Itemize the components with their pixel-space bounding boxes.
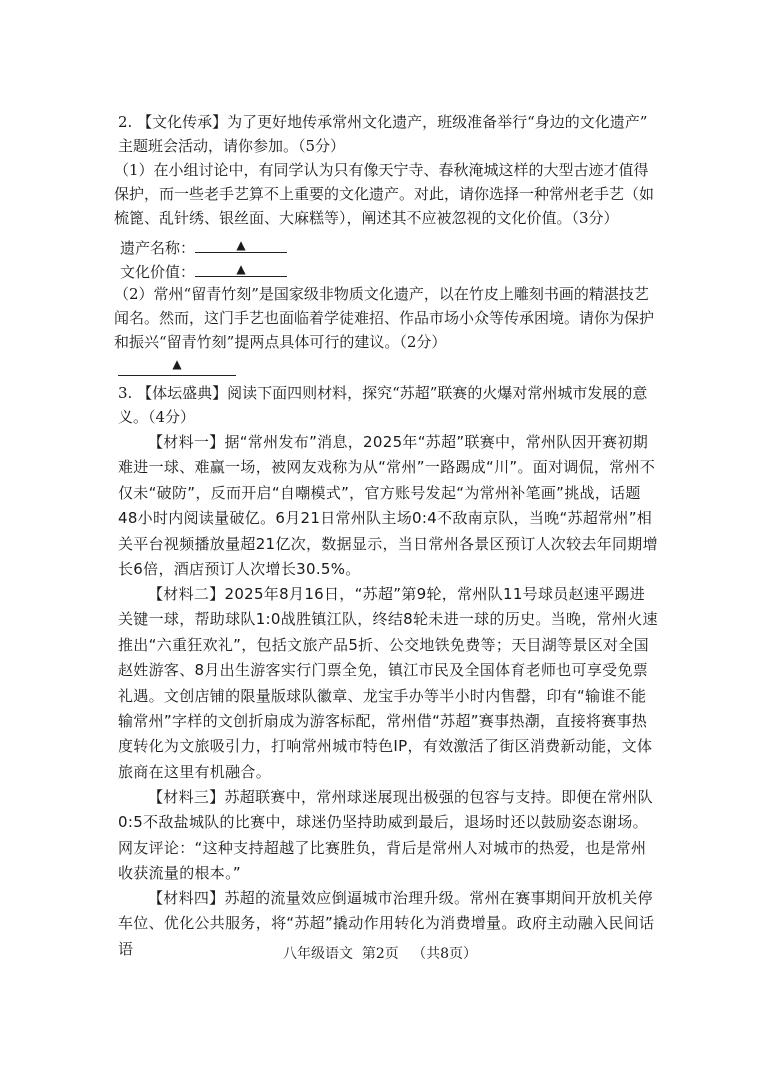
cultural-value-label: 文化价值： xyxy=(120,263,196,281)
q2-sub1-text: （1）在小组讨论中，有同学认为只有像天宁寺、春秋淹城这样的大型古迹才值得保护，而一些老手艺算不上重要的文化遗产。对此，请你选择一种常州老手艺（如梳篦、乱针绣、银丝面、大麻糕等），阐述其不应被忽视的文化价值。（3分） xyxy=(114,161,655,227)
cultural-value-blank[interactable] xyxy=(195,258,287,277)
heritage-name-blank[interactable] xyxy=(195,234,287,253)
q2-heading-line1: 2. 【文化传承】为了更好地传承常州文化遗产，班级准备举行“身边的文化遗产” xyxy=(118,113,648,131)
q2-heading-line2: 主题班会活动，请你参加。（5分） xyxy=(118,137,346,155)
answer-triangle-icon: ▲ xyxy=(172,357,182,371)
answer-triangle-icon: ▲ xyxy=(236,238,246,252)
answer-triangle-icon: ▲ xyxy=(236,262,246,276)
material-1: 【材料一】据“常州发布”消息，2025年“苏超”联赛中，常州队因开赛初期难进一球、难赢一场，被网友戏称为从“常州”一路踢成“川”。面对调侃，常州不仅未“破防”，反而开启“自嘲模式”，官方账号发起“为常州补笔画”挑战，话题48小时内阅读量破亿。6月21日常州队主场0:4不敌南京队，当晚“苏超常州”相关平台视频播放量超21亿次，数据显示，当日常州各景区预订人次较去年同期增长6倍，酒店预订人次增长30.5%。 xyxy=(118,433,658,579)
material-3: 【材料三】苏超联赛中，常州球迷展现出极强的包容与支持。即便在常州队0:5不敌盐城队的比赛中，球迷仍坚持助威到最后，退场时还以鼓励姿态谢场。网友评论：“这种支持超越了比赛胜负，背后是常州人对城市的热爱，也是常州收获流量的根本。” xyxy=(118,788,653,883)
material-4: 【材料四】苏超的流量效应倒逼城市治理升级。常州在赛事期间开放机关停车位、优化公共服务，将“苏超”撬动作用转化为消费增量。政府主动融入民间话语 xyxy=(118,889,655,958)
cultural-value-fill xyxy=(120,258,287,284)
heritage-name-label: 遗产名称： xyxy=(120,239,196,257)
q2-sub2-answer-line[interactable] xyxy=(118,357,236,376)
page-footer: 八年级语文 第2页 （共8页） xyxy=(282,946,478,962)
material-2: 【材料二】2025年8月16日，“苏超”第9轮，常州队11号球员赵速平踢进关键一球，帮助球队1:0战胜镇江队，终结8轮未进一球的历史。当晚，常州火速推出“六重狂欢礼”，包括文旅产品5折、公交地铁免费等；天目湖等景区对全国赵姓游客、8月出生游客实行门票全免，镇江市民及全国体育老师也可享受免票礼遇。文创店铺的限量版球队徽章、龙宝手办等半小时内售罄，印有“输谁不能输常州”字样的文创折扇成为游客标配，常州借“苏超”赛事热潮，直接将赛事热度转化为文旅吸引力，打响常州城市特色IP，有效激活了街区消费新动能，文体旅商在这里有机融合。 xyxy=(118,585,658,781)
q3-heading: 3. 【体坛盛典】阅读下面四则材料，探究“苏超”联赛的火爆对常州城市发展的意义。（4分） xyxy=(118,384,648,426)
q2-sub2-text: （2）常州“留青竹刻”是国家级非物质文化遗产，以在竹皮上雕刻书画的精湛技艺闻名。然而，这门手艺也面临着学徒难招、作品市场小众等传承困境。请你为保护和振兴“留青竹刻”提两点具体可行的建议。（2分） xyxy=(114,285,655,351)
